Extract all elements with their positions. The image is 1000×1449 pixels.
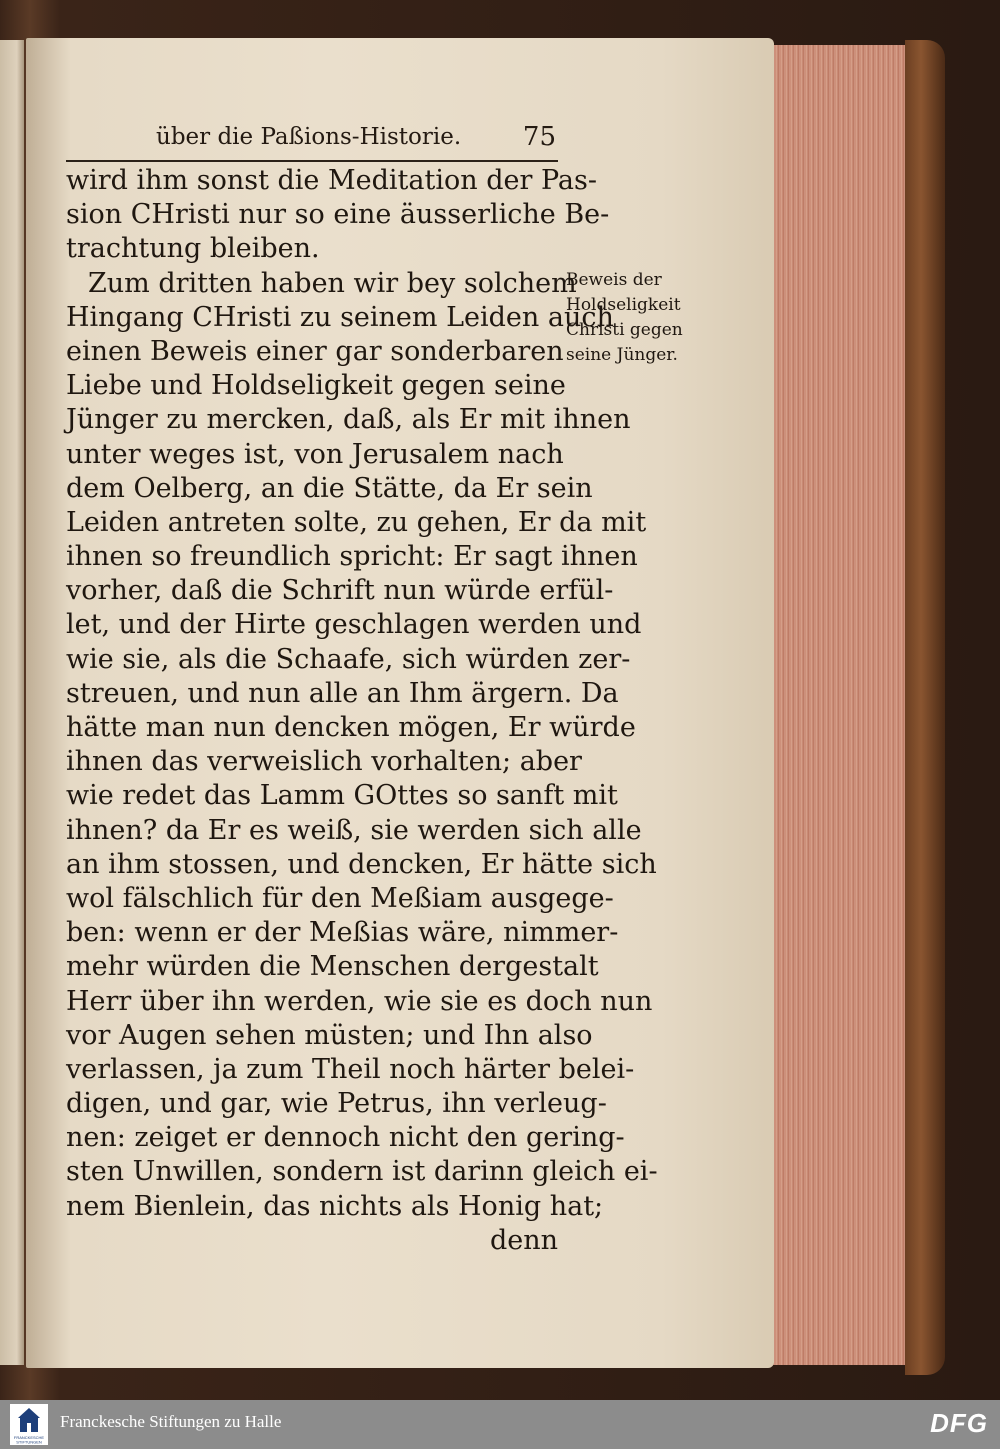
text-line: Hingang CHristi zu seinem Leiden auch (66, 301, 614, 333)
text-line: ihnen das verweislich vorhalten; aber (66, 746, 582, 778)
page-edges (770, 45, 920, 1365)
text-line: let, und der Hirte geschlagen werden und (66, 609, 642, 641)
footer-bar (0, 1400, 1000, 1449)
text-line: dem Oelberg, an die Stätte, da Er sein (66, 472, 593, 504)
text-line: ihnen? da Er es weiß, sie werden sich alle (66, 814, 642, 846)
footer-label[interactable]: Franckesche Stiftungen zu Halle (60, 1412, 282, 1431)
text-line: Liebe und Holdseligkeit gegen seine (66, 370, 566, 402)
franckesche-stiftungen-logo-icon[interactable] (10, 1404, 48, 1445)
marginal-line: seine Jünger. (566, 345, 678, 365)
text-line: an ihm stossen, und dencken, Er hätte sich (66, 848, 657, 880)
catchword: denn (489, 1224, 558, 1256)
text-line: ihnen so freundlich spricht: Er sagt ihnen (66, 541, 638, 573)
page-number: 75 (522, 122, 556, 152)
text-line: unter weges ist, von Jerusalem nach (66, 438, 564, 470)
svg-text:FRANCKESCHE: FRANCKESCHE (13, 1435, 45, 1440)
text-line: mehr würden die Menschen dergestalt (66, 951, 599, 983)
text-line: wie redet das Lamm GOttes so sanft mit (66, 780, 618, 812)
text-line: streuen, und nun alle an Ihm ärgern. Da (66, 677, 619, 709)
text-line: wol fälschlich für den Meßiam ausgege- (66, 882, 614, 914)
marginal-line: Holdseligkeit (566, 295, 681, 315)
text-line: wie sie, als die Schaafe, sich würden zer- (66, 643, 631, 675)
text-line: sion CHristi nur so eine äusserliche Be- (66, 199, 610, 231)
marginal-line: Beweis der (566, 270, 662, 290)
text-line: wird ihm sonst die Meditation der Pas- (66, 165, 597, 196)
marginal-note (566, 268, 716, 368)
running-head: über die Paßions-Historie. (156, 124, 462, 150)
svg-text:STIFTUNGEN: STIFTUNGEN (16, 1439, 42, 1445)
text-line: verlassen, ja zum Theil noch härter belei- (66, 1053, 635, 1085)
text-line: vor Augen sehen müsten; und Ihn also (66, 1019, 593, 1051)
text-line: nen: zeiget er dennoch nicht den gering- (66, 1122, 625, 1154)
dfg-logo[interactable]: DFG (930, 1408, 988, 1438)
text-line: Herr über ihn werden, wie sie es doch nun (66, 985, 653, 1017)
text-line: Zum dritten haben wir bey solchem (88, 267, 577, 299)
text-line: nem Bienlein, das nichts als Honig hat; (66, 1190, 604, 1222)
left-page-edge (0, 40, 24, 1365)
text-line: Leiden antreten solte, zu gehen, Er da mit (66, 506, 647, 538)
text-line: Jünger zu mercken, daß, als Er mit ihnen (66, 404, 631, 436)
text-line: ben: wenn er der Meßias wäre, nimmer- (66, 917, 619, 949)
text-line: hätte man nun dencken mögen, Er würde (66, 712, 636, 743)
page-header (66, 120, 558, 162)
text-line: sten Unwillen, sondern ist darinn gleich ei- (66, 1156, 658, 1188)
marginal-line: Christi gegen (566, 320, 683, 340)
text-line: digen, und gar, wie Petrus, ihn verleug- (66, 1088, 607, 1120)
text-line: vorher, daß die Schrift nun würde erfül- (66, 575, 614, 607)
text-line: trachtung bleiben. (66, 233, 320, 265)
text-line: einen Beweis einer gar sonderbaren (66, 335, 564, 367)
book-cover (905, 40, 945, 1375)
